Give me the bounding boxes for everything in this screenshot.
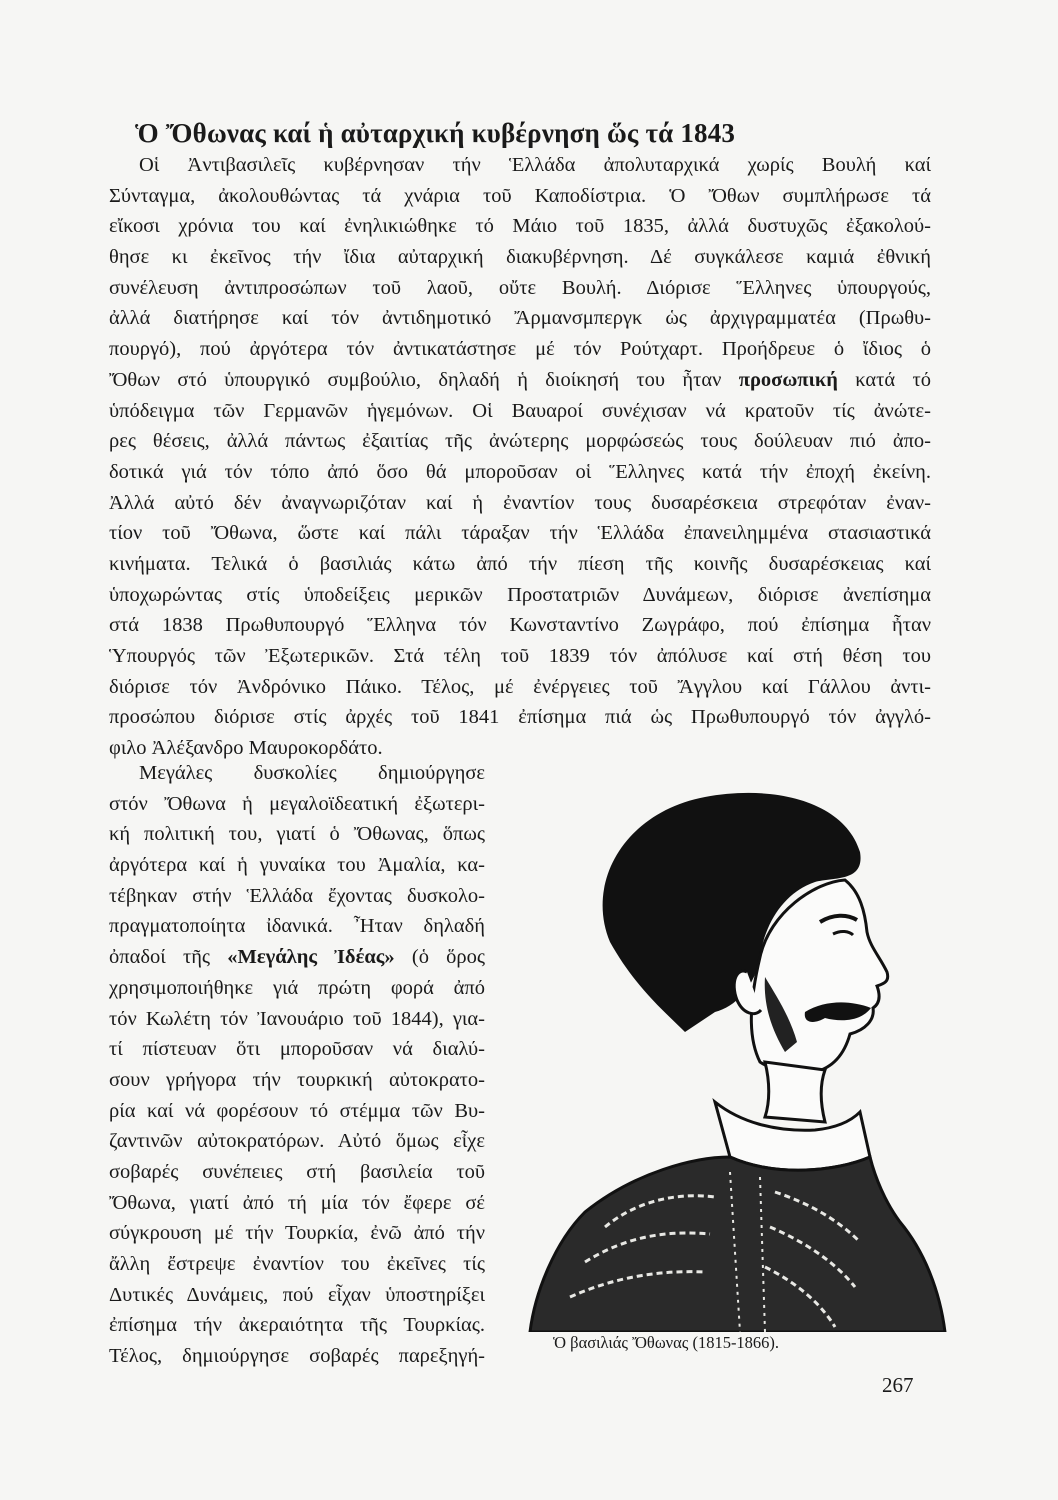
text-line: χρησιμοποιήθηκε γιά πρώτη φορά ἀπό: [109, 976, 485, 999]
text-line: δοτικά γιά τόν τόπο ἀπό ὅσο θά μποροῦσαν οἱ Ἕλληνες κατά τήν ἐποχή ἐκείνη.: [109, 460, 931, 483]
text-line: ὑποχωρώντας στίς ὑποδείξεις μερικῶν Προστατριῶν Δυνάμεων, διόρισε ἀνεπίσημα: [109, 583, 931, 606]
text-line: ρες θέσεις, ἀλλά πάντως ἐξαιτίας τῆς ἀνώτερης μορφώσεώς τους δούλευαν πιό ἀπο-: [109, 430, 931, 453]
text-line: Σύνταγμα, ἀκολουθώντας τά χνάρια τοῦ Καποδίστρια. Ὁ Ὄθων συμπλήρωσε τά: [109, 184, 931, 207]
text-line: πουργό), πού ἀργότερα τόν ἀντικατάστησε μέ τόν Ρούτχαρτ. Προήδρευε ὁ ἴδιος ὁ: [109, 338, 931, 361]
text-line: πραγματοποίητα ἰδανικά. Ἦταν δηλαδή: [109, 915, 485, 938]
portrait-jacket: [530, 1157, 945, 1332]
text-line: στά 1838 Πρωθυπουργό Ἕλληνα τόν Κωνσταντίνο Ζωγράφο, πού ἐπίσημα ἦταν: [109, 614, 931, 637]
paragraph-1: [109, 150, 931, 764]
text-line: θησε κι ἐκεῖνος τήν ἴδια αὐταρχική διακυβέρνηση. Δέ συγκάλεσε καμιά ἐθνική: [109, 246, 931, 269]
text-line: ἐπίσημα τήν ἀκεραιότητα τῆς Τουρκίας.: [109, 1314, 485, 1337]
emphasis-megali-idea: «Μεγάλης Ἰδέας»: [227, 946, 395, 969]
portrait-neck: [765, 1062, 825, 1122]
text-line: τέβηκαν στήν Ἑλλάδα ἔχοντας δυσκολο-: [109, 884, 485, 907]
portrait-illustration: [515, 772, 960, 1332]
text-line: [109, 942, 485, 973]
text-line: σουν γρήγορα τήν τουρκική αὐτοκρατο-: [109, 1068, 485, 1091]
text-line: προσώπου διόρισε στίς ἀρχές τοῦ 1841 ἐπίσημα πιά ὡς Πρωθυπουργό τόν ἀγγλό-: [109, 706, 931, 729]
text-line: Ὄθωνα, γιατί ἀπό τή μία τόν ἔφερε σέ: [109, 1191, 485, 1214]
text-segment: Ὄθων στό ὑπουργικό συμβούλιο, δηλαδή ἡ διοίκησή του ἦταν: [109, 368, 722, 391]
text-line: ἄλλη ἔστρεψε ἐναντίον του ἐκεῖνες τίς: [109, 1253, 485, 1275]
text-line: Μεγάλες δυσκολίες δημιούργησε: [139, 762, 485, 784]
text-line: φιλο Ἀλέξανδρο Μαυροκορδάτο.: [109, 737, 383, 760]
text-line: Τέλος, δημιούργησε σοβαρές παρεξηγή-: [109, 1345, 485, 1368]
text-line: ρία καί νά φορέσουν τό στέμμα τῶν Βυ-: [109, 1099, 485, 1122]
text-line: σύγκρουση μέ τήν Τουρκία, ἐνῶ ἀπό τήν: [109, 1222, 485, 1245]
text-line: σοβαρές συνέπειες στή βασιλεία τοῦ: [109, 1160, 485, 1183]
portrait-caption: Ὁ βασιλιάς Ὄθωνας (1815-1866).: [553, 1333, 780, 1352]
text-line: Δυτικές Δυνάμεις, πού εἶχαν ὑποστηρίξει: [109, 1283, 485, 1306]
text-line: [109, 365, 931, 396]
text-line: συνέλευση ἀντιπροσώπων τοῦ λαοῦ, οὔτε Βουλή. Διόρισε Ἕλληνες ὑπουργούς,: [109, 276, 931, 299]
text-line: ἀργότερα καί ἡ γυναίκα του Ἀμαλία, κα-: [109, 854, 485, 877]
text-line: κή πολιτική του, γιατί ὁ Ὄθωνας, ὅπως: [109, 823, 485, 846]
text-line: Ἀλλά αὐτό δέν ἀναγνωριζόταν καί ἡ ἐναντίον τους δυσαρέσκεια στρεφόταν ἐναν-: [109, 491, 931, 514]
text-line: διόρισε τόν Ἀνδρόνικο Πάικο. Τέλος, μέ ἐνέργειες τοῦ Ἄγγλου καί Γάλλου ἀντι-: [109, 675, 931, 698]
text-line: ὑπόδειγμα τῶν Γερμανῶν ἡγεμόνων. Οἱ Βαυαροί συνέχισαν νά κρατοῦν τίς ἀνώτε-: [109, 399, 931, 422]
text-segment: ὀπαδοί τῆς: [109, 946, 211, 969]
text-line: ἀλλά διατήρησε καί τόν ἀντιδημοτικό Ἄρμανσμπεργκ ὡς ἀρχιγραμματέα (Πρωθυ-: [109, 307, 931, 330]
emphasis-personal: προσωπική: [738, 368, 838, 391]
section-heading: Ὁ Ὄθωνας καί ἡ αὐταρχική κυβέρνηση ὥς τά 1843: [135, 118, 736, 148]
page-number: 267: [882, 1373, 914, 1397]
text-line: Οἱ Ἀντιβασιλεῖς κυβέρνησαν τήν Ἑλλάδα ἀπολυταρχικά χωρίς Βουλή καί: [139, 154, 931, 176]
text-segment: κατά τό: [855, 368, 931, 391]
text-line: τί πίστευαν ὅτι μποροῦσαν νά διαλύ-: [109, 1038, 485, 1061]
text-line: στόν Ὄθωνα ἡ μεγαλοϊδεατική ἐξωτερι-: [109, 792, 485, 815]
text-line: Ὑπουργός τῶν Ἐξωτερικῶν. Στά τέλη τοῦ 1839 τόν ἀπόλυσε καί στή θέση του: [109, 645, 931, 667]
text-line: εἴκοσι χρόνια του καί ἐνηλικιώθηκε τό Μάιο τοῦ 1835, ἀλλά δυστυχῶς ἐξακολού-: [109, 215, 931, 238]
paragraph-2: [109, 758, 485, 1372]
text-line: κινήματα. Τελικά ὁ βασιλιάς κάτω ἀπό τήν πίεση τῆς κοινῆς δυσαρέσκειας καί: [109, 552, 931, 575]
text-segment: (ὁ ὅρος: [411, 946, 485, 969]
text-line: τόν Κωλέτη τόν Ἰανουάριο τοῦ 1844), για-: [109, 1007, 485, 1030]
text-line: ζαντινῶν αὐτοκρατόρων. Αὐτό ὅμως εἶχε: [109, 1130, 485, 1153]
text-line: τίον τοῦ Ὄθωνα, ὥστε καί πάλι τάραξαν τήν Ἑλλάδα ἐπανειλημμένα στασιαστικά: [109, 522, 931, 545]
